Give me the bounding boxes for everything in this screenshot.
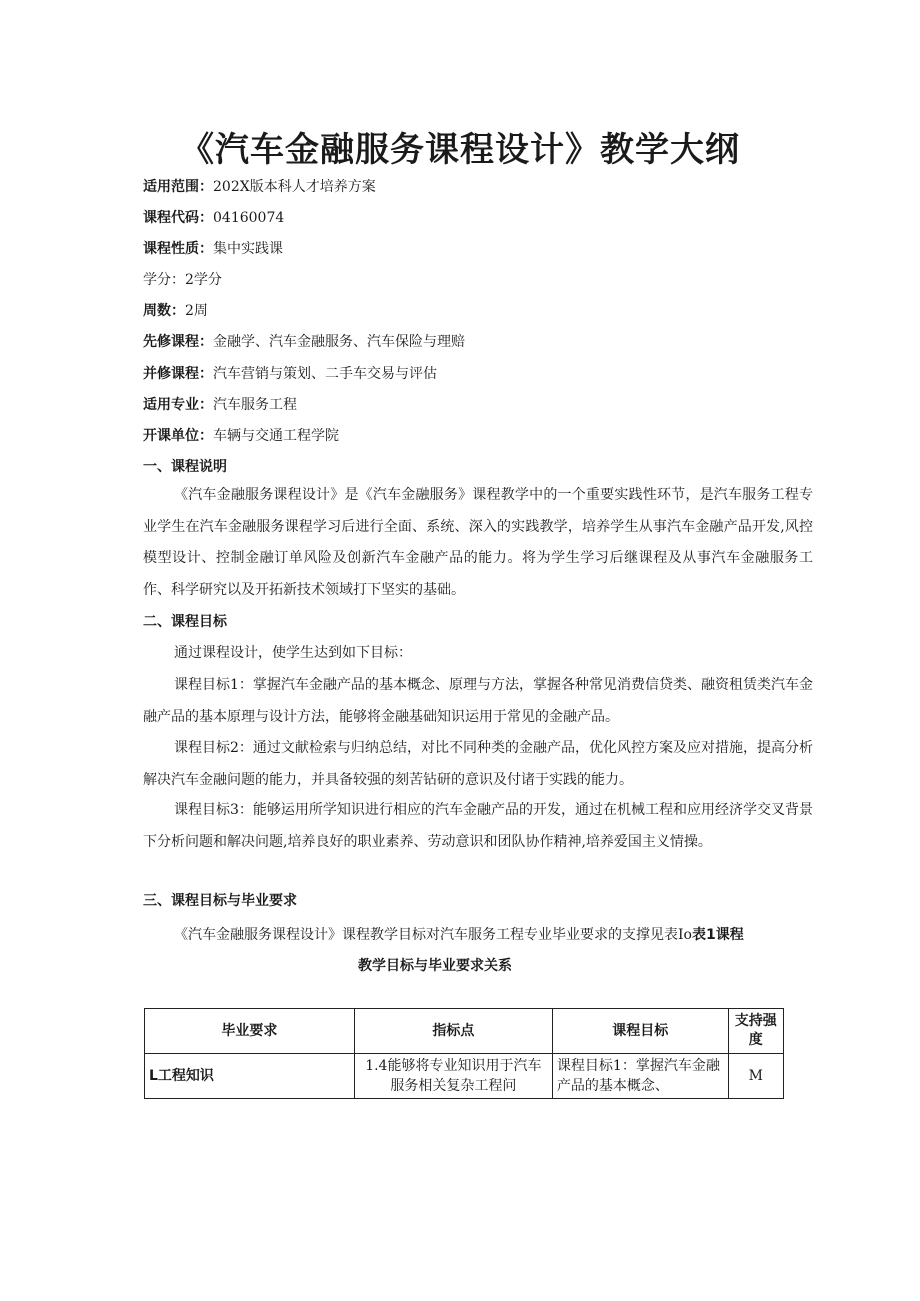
meta-value: 2周 bbox=[185, 303, 208, 319]
meta-value: 金融学、汽车金融服务、汽车保险与理赔 bbox=[213, 334, 465, 350]
table-header-row bbox=[145, 1009, 784, 1054]
meta-value: 2学分 bbox=[185, 272, 222, 288]
meta-label: 先修课程： bbox=[143, 334, 213, 350]
meta-major bbox=[143, 395, 803, 415]
caption-bold-text: 表1课程 bbox=[691, 927, 744, 943]
caption-text: 《汽车金融服务课程设计》课程教学目标对汽车服务工程专业毕业要求的支撑见表Io bbox=[174, 927, 692, 943]
header-support-strength: 支持强度 bbox=[728, 1009, 783, 1054]
meta-value: 车辆与交通工程学院 bbox=[213, 428, 339, 444]
header-course-goal: 课程目标 bbox=[552, 1009, 728, 1054]
meta-label: 学分： bbox=[143, 272, 185, 288]
meta-weeks bbox=[143, 301, 803, 321]
goal-3-paragraph: 课程目标3：能够运用所学知识进行相应的汽车金融产品的开发，通过在机械工程和应用经济学交叉背景下分析问题和解决问题,培养良好的职业素养、劳动意识和团队协作精神,培养爱国主义情操。 bbox=[143, 802, 813, 850]
meta-value: 集中实践课 bbox=[213, 241, 283, 257]
meta-scope bbox=[143, 177, 803, 197]
requirements-table bbox=[144, 1008, 784, 1099]
goal-2-paragraph: 课程目标2：通过文献检索与归纳总结，对比不同种类的金融产品，优化风控方案及应对措施，提高分析解决汽车金融问题的能力，并具备较强的刻苦钻研的意识及付诸于实践的能力。 bbox=[143, 740, 813, 788]
course-description-paragraph: 《汽车金融服务课程设计》是《汽车金融服务》课程教学中的一个重要实践性环节，是汽车服务工程专业学生在汽车金融服务课程学习后进行全面、系统、深入的实践教学，培养学生从事汽车金融产品开发,风控模型设计、控制金融订单风险及创新汽车金融产品的能力。将为学生学习后继课程及从事汽车金融服务工作、科学研究以及开拓新技术领域打下坚实的基础。 bbox=[143, 487, 813, 598]
header-indicator: 指标点 bbox=[354, 1009, 552, 1054]
meta-course-code bbox=[143, 208, 803, 228]
meta-prerequisites bbox=[143, 332, 803, 352]
table-caption-line2: 教学目标与毕业要求关系 bbox=[358, 958, 512, 974]
table-row bbox=[145, 1054, 784, 1099]
goal-1-paragraph: 课程目标1：掌握汽车金融产品的基本概念、原理与方法，掌握各种常见消费信贷类、融资租赁类汽车金融产品的基本原理与设计方法，能够将金融基础知识运用于常见的金融产品。 bbox=[143, 677, 813, 725]
meta-value: 202X版本科人才培养方案 bbox=[213, 179, 376, 195]
meta-label: 适用专业： bbox=[143, 397, 213, 413]
section-heading-requirements: 三、课程目标与毕业要求 bbox=[143, 893, 297, 909]
meta-value: 汽车营销与策划、二手车交易与评估 bbox=[213, 366, 437, 382]
section-heading-goals: 二、课程目标 bbox=[143, 614, 227, 630]
document-title: 《汽车金融服务课程设计》教学大纲 bbox=[180, 130, 740, 170]
meta-label: 周数： bbox=[143, 303, 185, 319]
meta-label: 课程性质： bbox=[143, 241, 213, 257]
section-heading-description: 一、课程说明 bbox=[143, 459, 227, 475]
header-graduation-requirement: 毕业要求 bbox=[145, 1009, 355, 1054]
meta-corequisites bbox=[143, 364, 803, 384]
meta-label: 开课单位： bbox=[143, 428, 213, 444]
meta-label: 适用范围： bbox=[143, 179, 213, 195]
meta-value: 04160074 bbox=[213, 210, 285, 226]
meta-label: 课程代码： bbox=[143, 210, 213, 226]
meta-value: 汽车服务工程 bbox=[213, 397, 297, 413]
table-caption-line1 bbox=[143, 925, 813, 945]
cell-course-goal: 课程目标1：掌握汽车金融产品的基本概念、 bbox=[552, 1054, 728, 1099]
cell-requirement: L工程知识 bbox=[145, 1054, 355, 1099]
meta-label: 并修课程： bbox=[143, 366, 213, 382]
meta-credits bbox=[143, 270, 803, 290]
cell-indicator: 1.4能够将专业知识用于汽车服务相关复杂工程问 bbox=[354, 1054, 552, 1099]
meta-course-nature bbox=[143, 239, 803, 259]
cell-strength: M bbox=[728, 1054, 783, 1099]
goals-intro: 通过课程设计，使学生达到如下目标： bbox=[174, 645, 412, 661]
meta-department bbox=[143, 426, 803, 446]
